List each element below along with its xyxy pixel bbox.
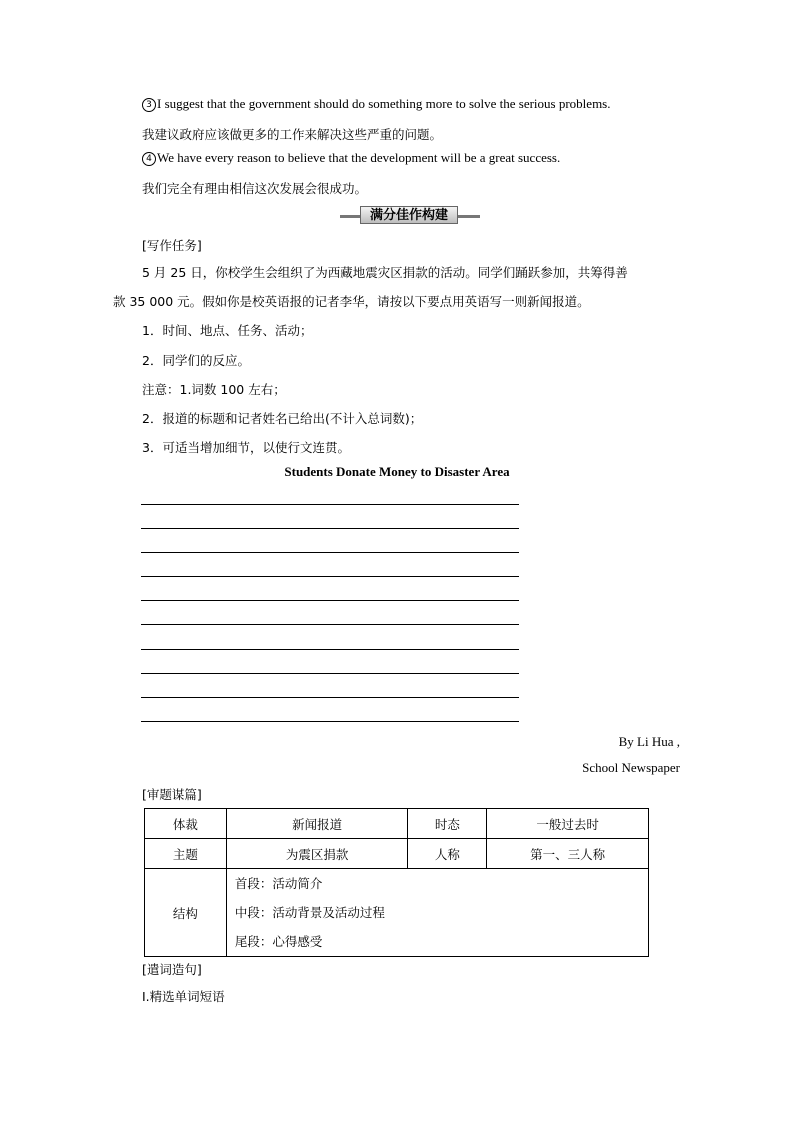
writing-line[interactable] [141, 528, 519, 529]
wording-header: [遣词造句] [142, 962, 202, 977]
task-paragraph-line-1: 5 月 25 日，你校学生会组织了为西藏地震灾区捐款的活动。同学们踊跃参加，共筹得善 [142, 265, 628, 280]
structure-item: 尾段：心得感受 [234, 934, 323, 949]
writing-task-header: [写作任务] [142, 238, 202, 253]
task-note-2: 2．报道的标题和记者姓名已给出(不计入总词数)； [142, 411, 423, 426]
task-note-1: 注意：1.词数 100 左右； [142, 382, 286, 397]
sentence-3-en: 3 I suggest that the government should do something more to solve the serious problems. [142, 96, 611, 112]
task-paragraph-line-2: 款 35 000 元。假如你是校英语报的记者李华，请按以下要点用英语写一则新闻报道。 [113, 294, 590, 309]
table-cell: 第一、三人称 [487, 839, 649, 869]
structure-item: 首段：活动简介 [234, 876, 323, 891]
structure-item: 中段：活动背景及活动过程 [234, 905, 385, 920]
sentence-3-zh: 我建议政府应该做更多的工作来解决这些严重的问题。 [142, 127, 443, 142]
essay-title: Students Donate Money to Disaster Area [284, 464, 510, 479]
section-banner [340, 206, 480, 226]
writing-line[interactable] [141, 504, 519, 505]
sentence-4-zh: 我们完全有理由相信这次发展会很成功。 [142, 181, 368, 196]
structure-cell [226, 869, 648, 957]
analysis-header: [审题谋篇] [142, 787, 202, 802]
writing-line[interactable] [141, 721, 519, 722]
banner-label: 满分佳作构建 [360, 206, 458, 224]
task-note-3: 3．可适当增加细节，以使行文连贯。 [142, 440, 350, 455]
table-cell: 时态 [408, 809, 487, 839]
table-cell: 一般过去时 [487, 809, 649, 839]
circled-number-4: 4 [142, 152, 156, 166]
writing-line[interactable] [141, 552, 519, 553]
writing-line[interactable] [141, 697, 519, 698]
writing-line[interactable] [141, 649, 519, 650]
table-row [145, 869, 649, 957]
table-cell: 体裁 [145, 809, 227, 839]
circled-number-3: 3 [142, 98, 156, 112]
writing-line[interactable] [141, 600, 519, 601]
table-row [145, 809, 649, 839]
analysis-table [144, 808, 649, 957]
task-point-1: 1．时间、地点、任务、活动； [142, 323, 313, 338]
table-cell: 人称 [408, 839, 487, 869]
table-cell: 结构 [145, 869, 227, 957]
task-point-2: 2．同学们的反应。 [142, 353, 250, 368]
newspaper-name: School Newspaper [582, 760, 680, 775]
sentence-4-en: 4 We have every reason to believe that the development will be a great success. [142, 150, 560, 166]
table-row [145, 839, 649, 869]
wording-subheader: Ⅰ.精选单词短语 [142, 989, 225, 1004]
table-cell: 新闻报道 [226, 809, 408, 839]
byline: By Li Hua , [618, 734, 680, 749]
table-cell: 为震区捐款 [226, 839, 408, 869]
table-cell: 主题 [145, 839, 227, 869]
writing-line[interactable] [141, 576, 519, 577]
writing-line[interactable] [141, 624, 519, 625]
writing-line[interactable] [141, 673, 519, 674]
